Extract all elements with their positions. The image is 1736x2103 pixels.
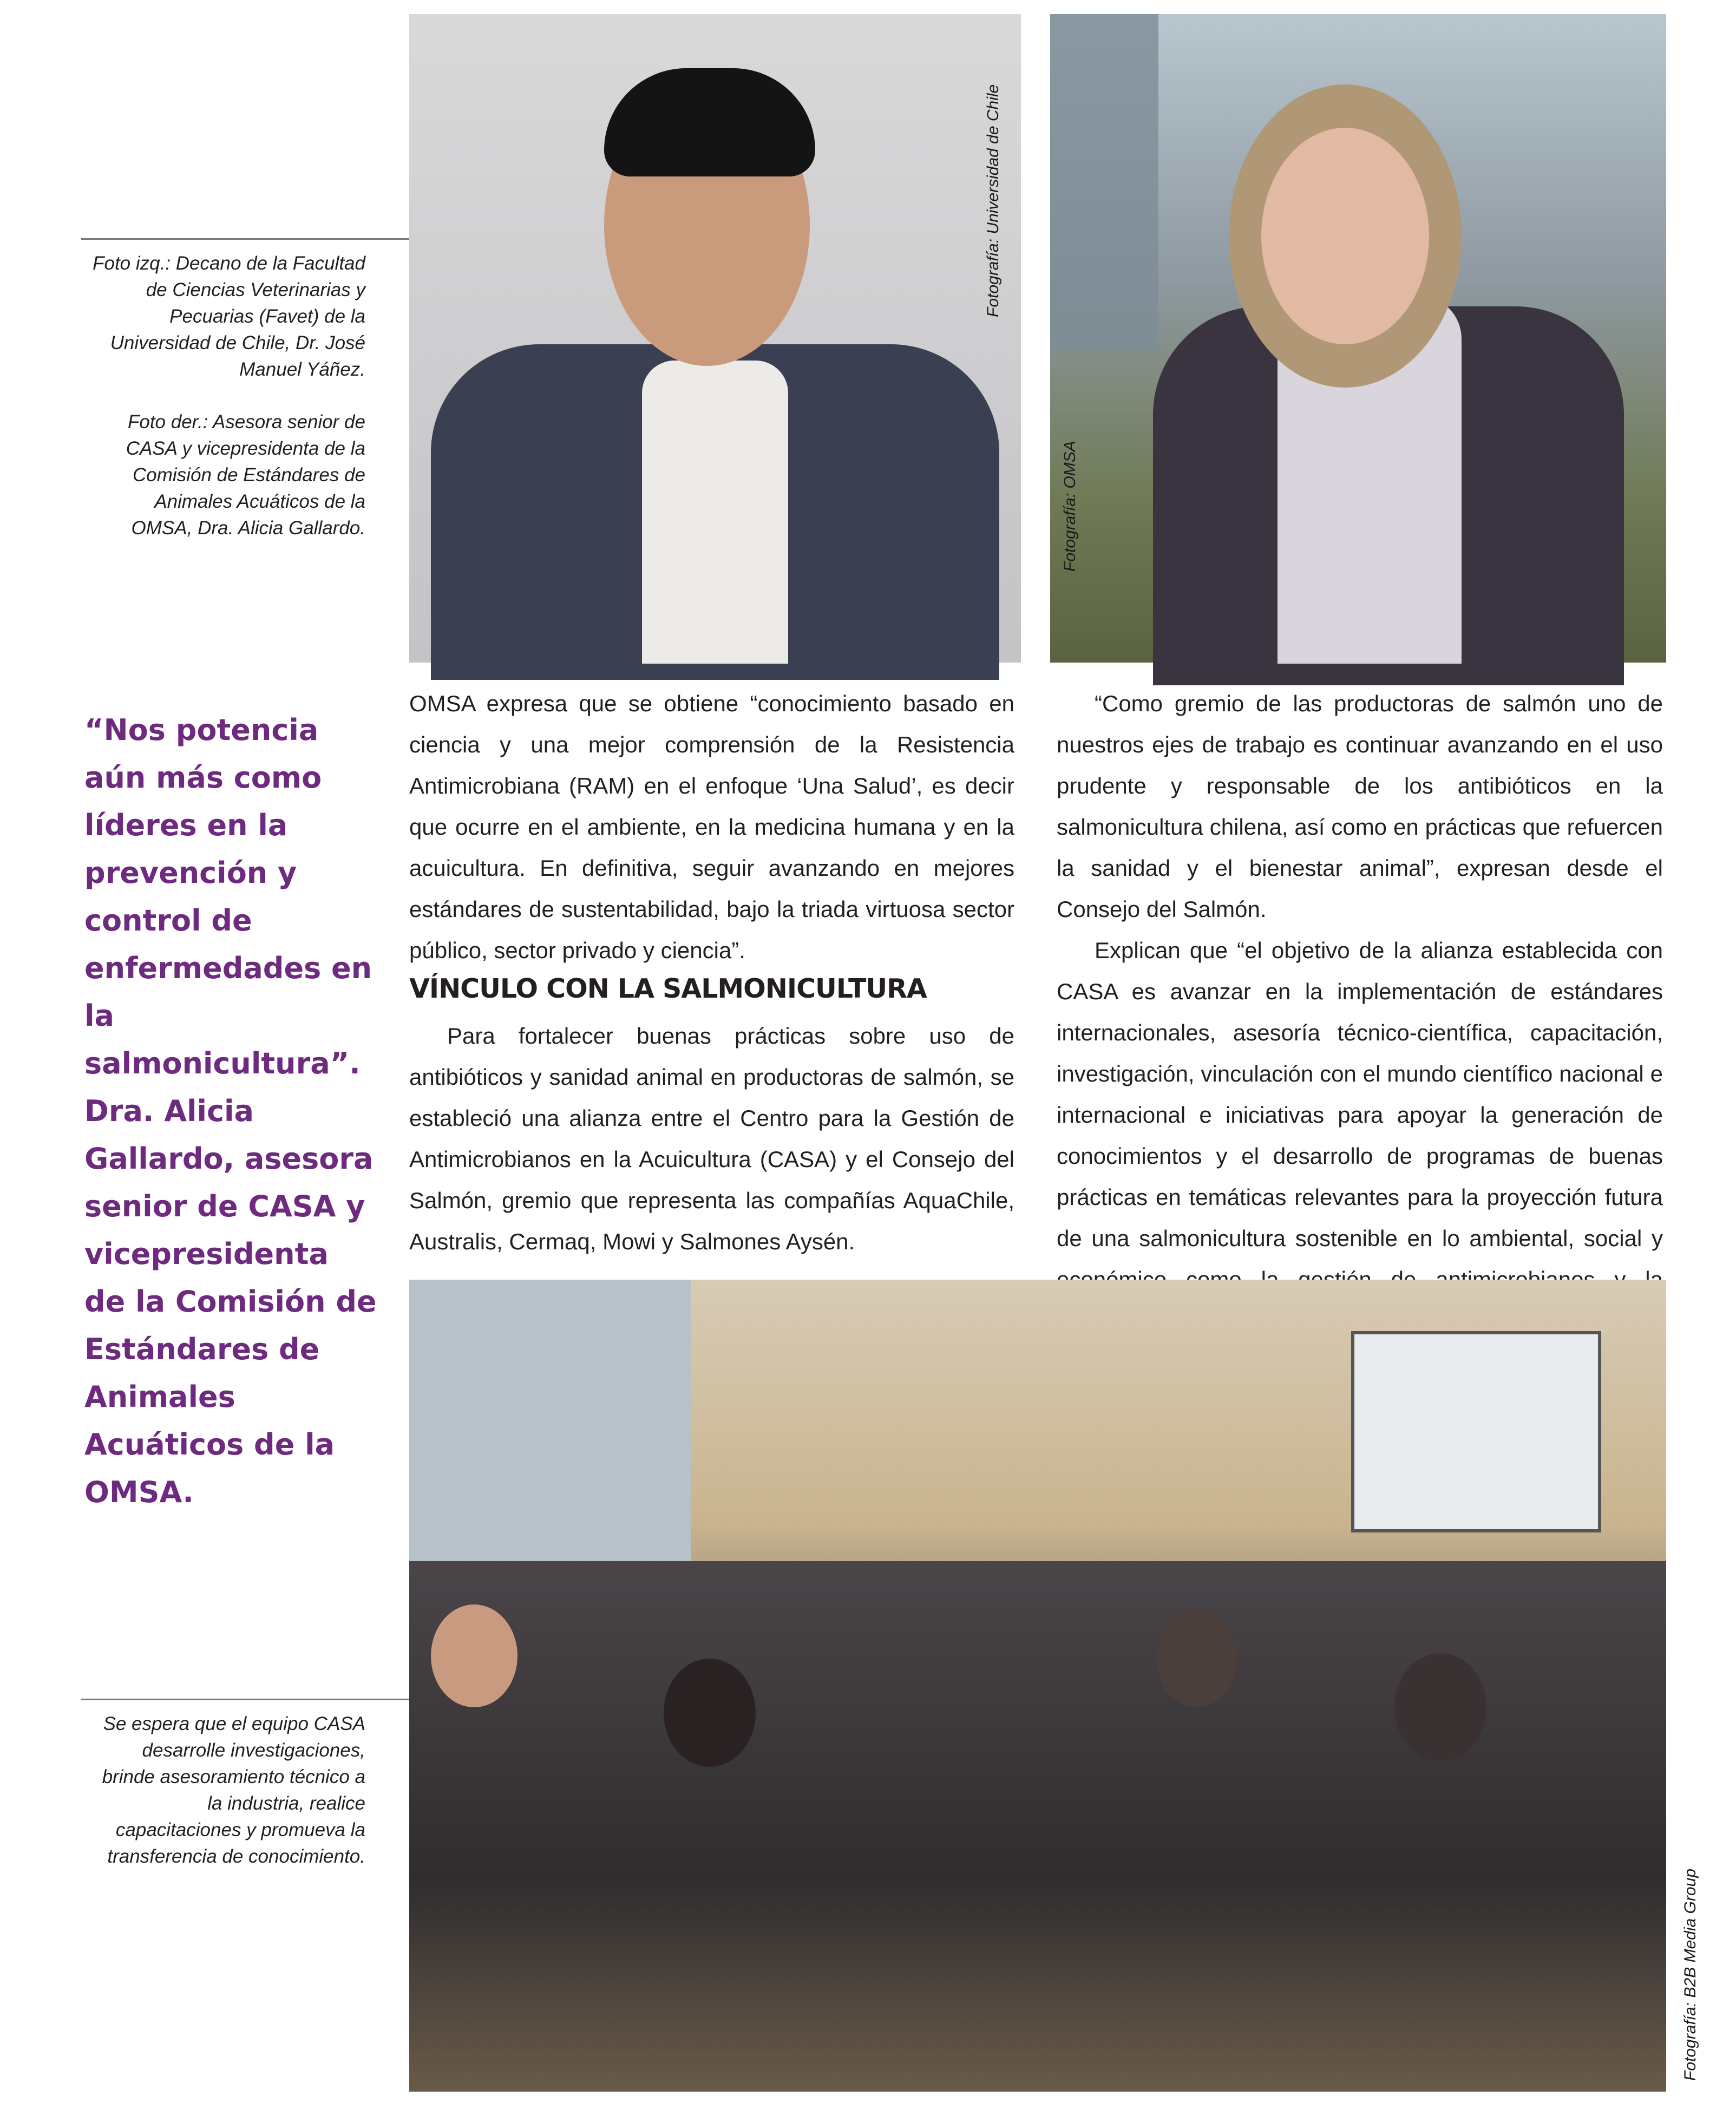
article-paragraph: OMSA expresa que se obtiene “conocimiento basado en ciencia y una mejor comprensión de la Resistencia Antimicrobiana (RAM) en el enfoque ‘Una Salud’, es decir que ocurre en el ambiente, en la medicina humana y en la acuicultura. En definitiva, seguir avanzando en mejores estándares de sustentabilidad, bajo la triada virtuosa sector público, sector privado y ciencia”. <box>409 691 1014 963</box>
caption-rule-bottom <box>81 1699 409 1700</box>
window-panel-shape <box>409 1280 691 1583</box>
window-shape <box>1050 14 1158 350</box>
pull-quote: “Nos potencia aún más como líderes en la prevención y control de enfermedades en la salmonicultura”. Dra. Alicia Gallardo, asesora senior de CASA y vicepresidenta de la Comisión de Estándares de Animales Acuáticos de la OMSA. <box>84 713 377 1509</box>
shirt-shape <box>642 361 788 664</box>
caption-bottom: Se espera que el equipo CASA desarrolle investigaciones, brinde asesoramiento técnico a la industria, realice capacitaciones y promueva la transferencia de conocimiento. <box>102 1713 365 1867</box>
audience-shape <box>409 1561 1666 2092</box>
caption-photo-left: Foto izq.: Decano de la Facultad de Ciencias Veterinarias y Pecuarias (Favet) de la Universidad de Chile, Dr. José Manuel Yáñez. <box>93 253 365 380</box>
photo-credit-right: Fotografía: OMSA <box>1061 441 1079 572</box>
photo-conference <box>409 1280 1699 2092</box>
audience-head-shape <box>1156 1610 1237 1707</box>
article-column-right <box>1057 683 1663 1341</box>
caption-rule-top <box>81 238 409 240</box>
article-column-middle <box>409 683 1014 971</box>
section-heading: VÍNCULO CON LA SALMONICULTURA <box>409 973 927 1004</box>
caption-top <box>92 250 365 567</box>
article-paragraph: Para fortalecer buenas prácticas sobre uso de antibióticos y sanidad animal en productoras de salmón, se estableció una alianza entre el Centro para la Gestión de Antimicrobianos en la Acuicultura (CASA) y el Consejo del Salmón, gremio que representa las compañías AquaChile, Australis, Cermaq, Mowi y Salmones Aysén. <box>409 1023 1014 1254</box>
hair-shape <box>604 68 815 176</box>
photo-alicia-portrait <box>1050 14 1666 663</box>
photo-credit-bottom: Fotografía: B2B Media Group <box>1681 1869 1699 2081</box>
audience-head-shape <box>664 1659 756 1767</box>
photo-credit-left: Fotografía: Universidad de Chile <box>984 84 1002 317</box>
article-paragraph: Explican que “el objetivo de la alianza establecida con CASA es avanzar en la implementación de estándares internacionales, asesoría técnico-científica, capacitación, investigación, vinculación con el mundo científico nacional e internacional e iniciativas para apoyar la generación de conocimientos y el desarrollo de programas de buenas prácticas en temáticas relevantes para la proyección futura de una salmonicultura sostenible en lo ambiental, social y <box>1057 938 1663 1251</box>
projector-screen-shape <box>1351 1331 1601 1532</box>
article-column-middle-2 <box>409 1016 1014 1262</box>
audience-head-shape <box>1394 1653 1486 1761</box>
photo-dean-portrait <box>409 14 1021 663</box>
face-shape <box>1261 128 1429 344</box>
audience-head-shape <box>431 1604 517 1707</box>
caption-photo-right: Foto der.: Asesora senior de CASA y vicepresidenta de la Comisión de Estándares de Animales Acuáticos de la OMSA, Dra. Alicia Gallardo. <box>126 411 365 539</box>
article-paragraph: “Como gremio de las productoras de salmón uno de nuestros ejes de trabajo es continuar avanzando en el uso prudente y responsable de los antibióticos en la salmonicultura chilena, así como en prácticas que refuercen la sanidad y el bienestar animal”, expresan desde el Consejo del Salmón. <box>1057 691 1663 922</box>
